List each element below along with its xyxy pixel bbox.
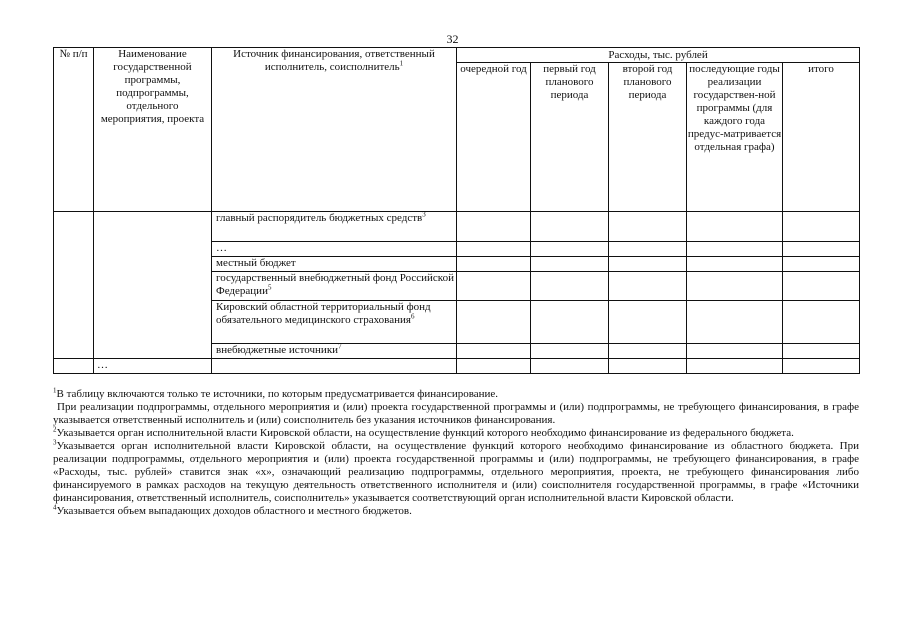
cell-name	[94, 212, 212, 359]
cell-num	[54, 212, 94, 359]
source-cell: главный распорядитель бюджетных средств$^3$	[212, 212, 457, 242]
source-cell: Кировский областной территориальный фонд обязательного медицинского страхования$^6$	[212, 301, 457, 344]
page-number: 32	[446, 32, 459, 46]
header-following-years: последующие годы реализации государствен-ной программы (для каждого года предус-матривается отдельная графа)	[687, 63, 783, 212]
footnote-4: $^4$Указывается объем выпадающих доходов областного и местного бюджетов.	[53, 503, 412, 517]
table-row	[54, 212, 860, 242]
source-cell: внебюджетные источники$^7$	[212, 344, 457, 359]
source-cell: …	[212, 242, 457, 257]
footnote-1: $^1$В таблицу включаются только те источники, по которым предусматривается финансирование.	[53, 386, 499, 400]
header-name: Наименование государственной программы, подпрограммы, отдельного мероприятия, проекта	[94, 48, 212, 212]
source-cell: государственный внебюджетный фонд Российской Федерации$^5$	[212, 272, 457, 301]
footnote-1-continued: При реализации подпрограммы, отдельного мероприятия и (или) проекта государственной программы и (или) подпрограммы, не требующего финансирования, в графе указывается ответственный исполнитель и (или) соисполнитель без указания источников финансирования.	[53, 401, 859, 426]
footnotes	[53, 388, 859, 518]
footnote-2: $^2$Указывается орган исполнительной власти Кировской области, на осуществление функций которого необходимо финансирование из федерального бюджета.	[53, 425, 794, 439]
header-next-year: очередной год	[457, 63, 531, 212]
ellipsis-cell: …	[94, 359, 212, 374]
financing-table	[53, 47, 860, 374]
header-expenses: Расходы, тыс. рублей	[457, 48, 860, 63]
header-num: № п/п	[54, 48, 94, 212]
header-second-year: второй год планового периода	[609, 63, 687, 212]
header-total: итого	[783, 63, 860, 212]
table-row	[54, 359, 860, 374]
footnote-3: $^3$Указывается орган исполнительной власти Кировской области, на осуществление функций которого необходимо финансирование из областного бюджета. При реализации подпрограммы, отдельного мероприятия и (или) проекта государственной программы и (или) подпрограммы, не требующего финансирования, в графе «Расходы, тыс. рублей» ставится знак «х», означающий реализацию подпрограммы, отдельного мероприятия, проекта, не требующего финансирования либо финансируемого в рамках расходов на текущую деятельность ответственного исполнителя и (или) соисполнителя государственной программы, в графе «Источники финансирования, ответственный исполнитель, соисполнитель» указывается соответствующий орган исполнительной власти Кировской области.	[53, 438, 859, 504]
header-first-year: первый год планового периода	[531, 63, 609, 212]
source-cell: местный бюджет	[212, 257, 457, 272]
header-source: Источник финансирования, ответственный исполнитель, соисполнитель$^1$	[212, 48, 457, 212]
